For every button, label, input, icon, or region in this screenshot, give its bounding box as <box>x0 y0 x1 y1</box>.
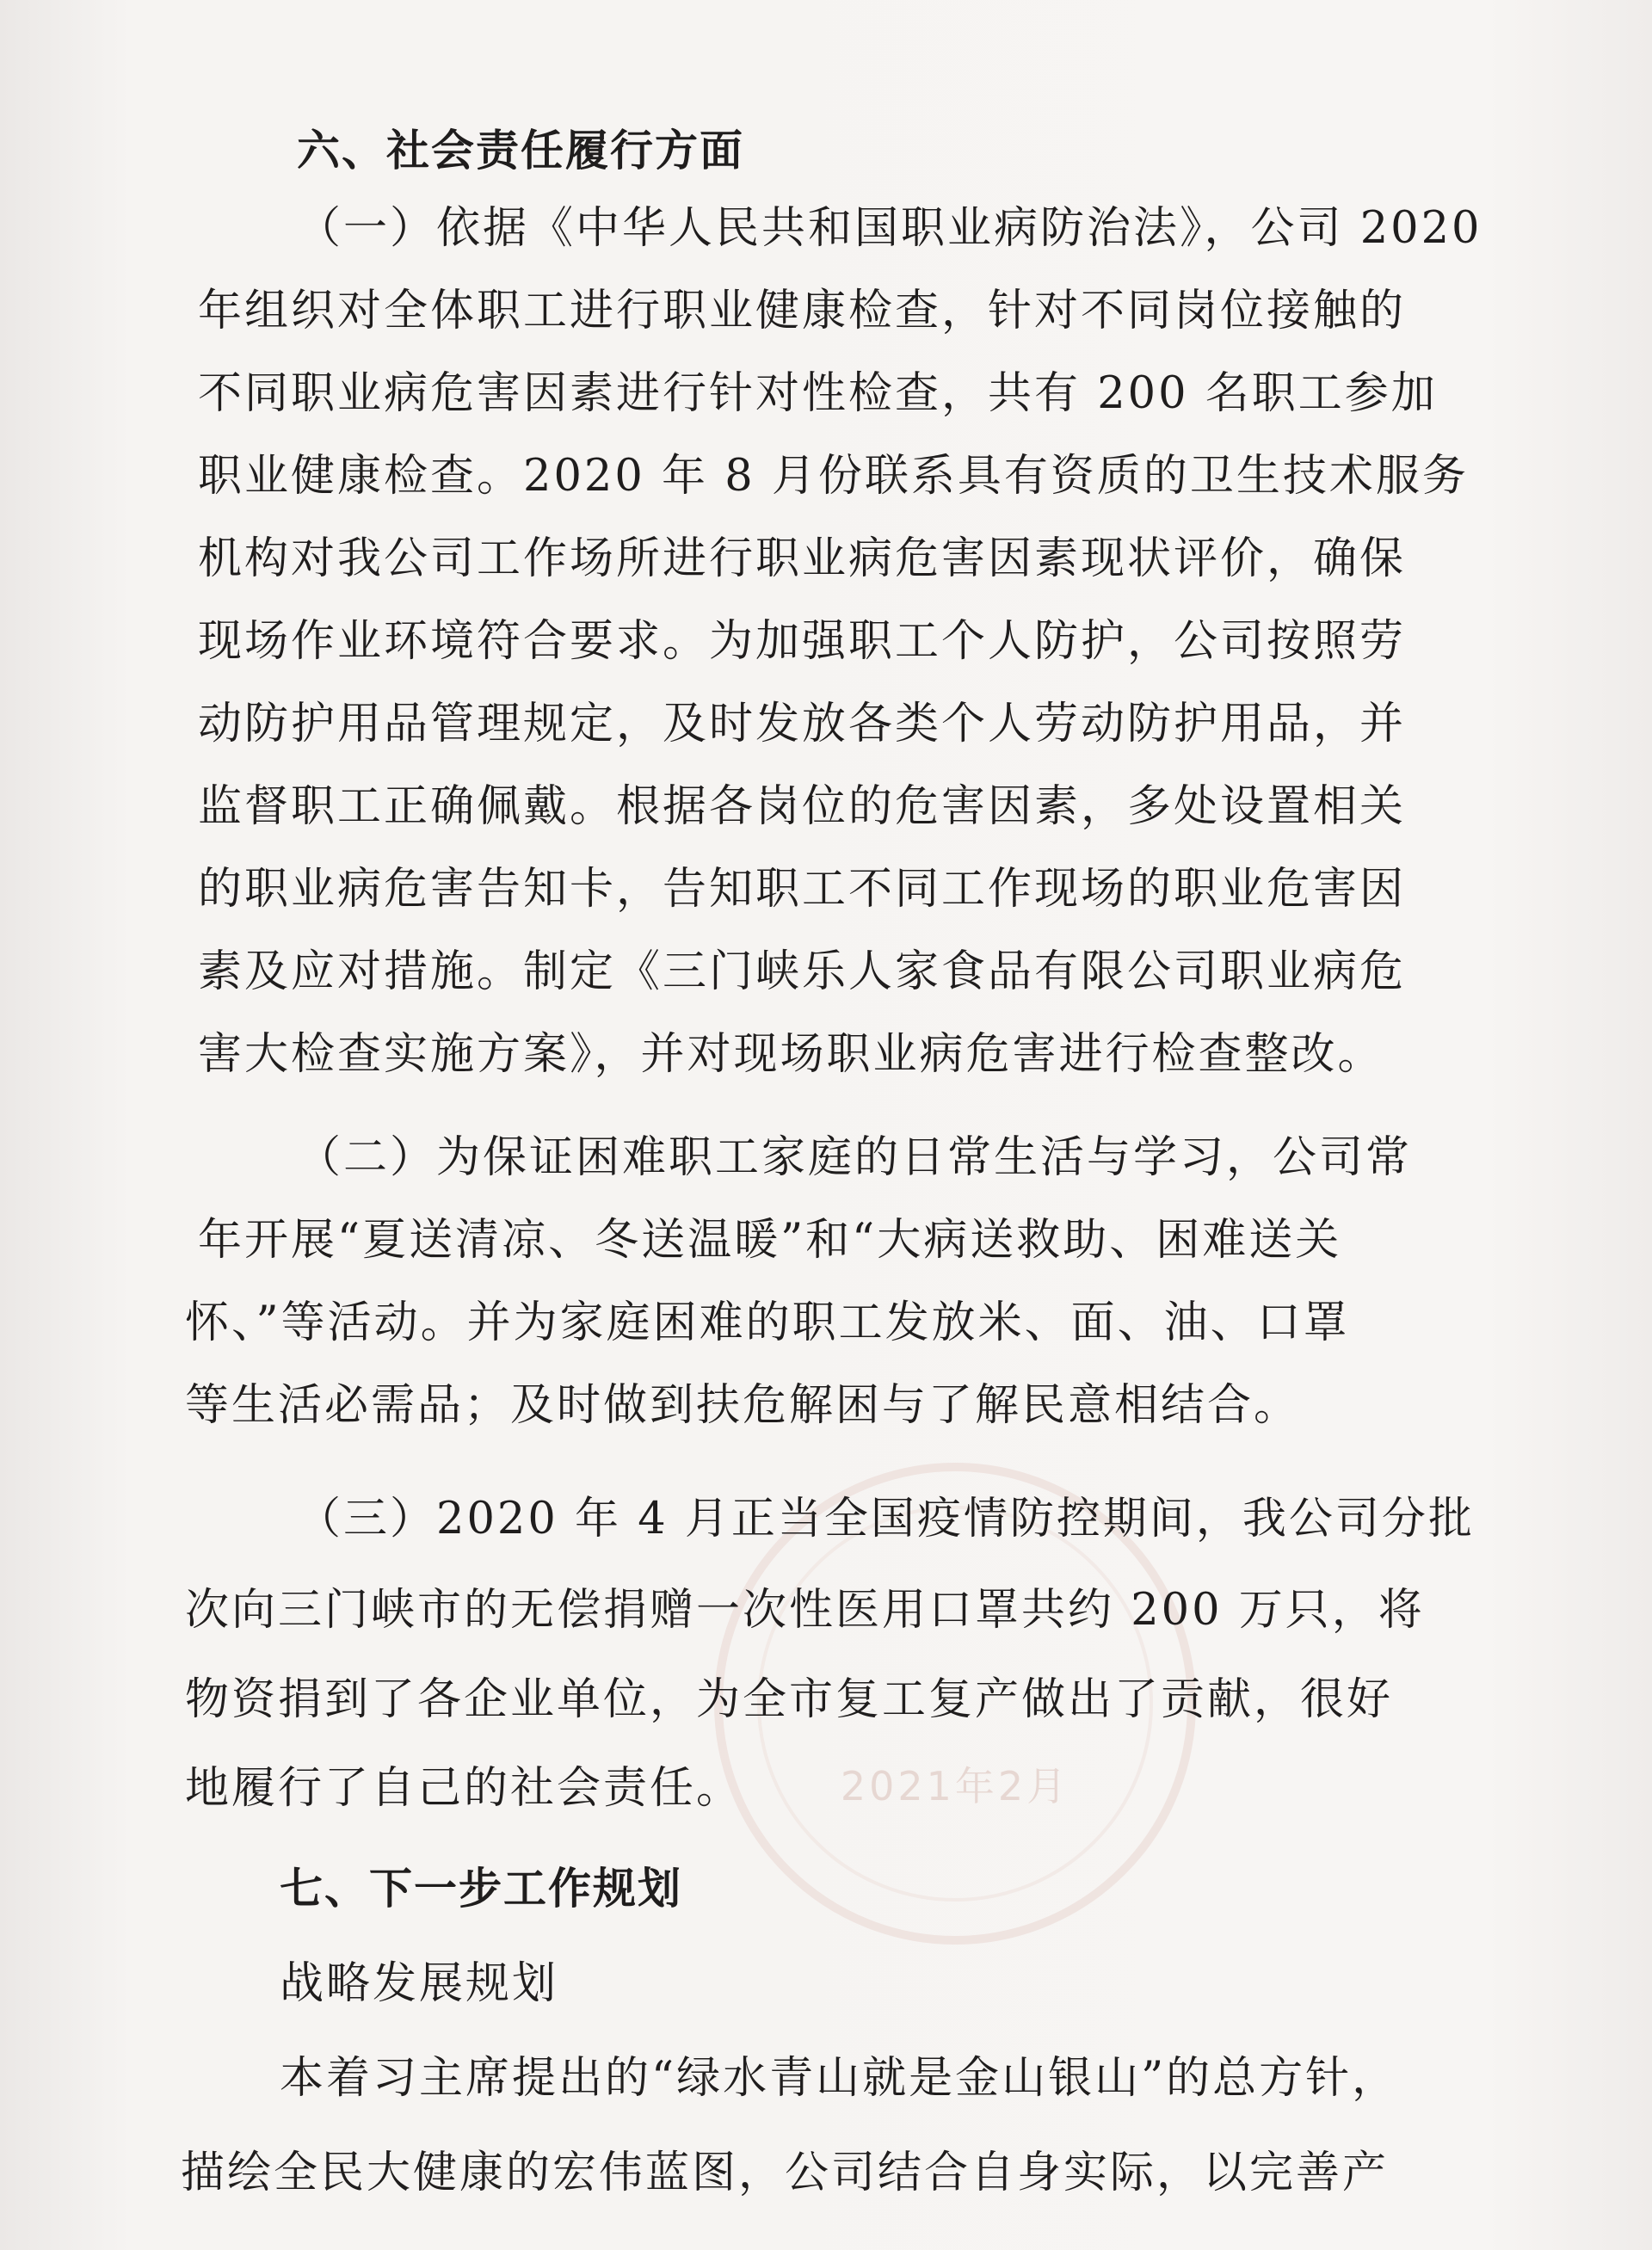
paragraph-line: 描绘全民大健康的宏伟蓝图，公司结合自身实际，以完善产 <box>181 2148 1390 2198</box>
paragraph-line: （三）2020 年 4 月正当全国疫情防控期间，我公司分批 <box>297 1494 1475 1544</box>
section-heading-7: 七、下一步工作规划 <box>280 1864 682 1914</box>
paragraph-line: 监督职工正确佩戴。根据各岗位的危害因素，多处设置相关 <box>198 781 1407 832</box>
paragraph-line: 怀、”等活动。并为家庭困难的职工发放米、面、油、口罩 <box>185 1298 1350 1348</box>
section-heading-6: 六、社会责任履行方面 <box>297 126 744 176</box>
paragraph-line: 害大检查实施方案》，并对现场职业病危害进行检查整改。 <box>198 1029 1384 1080</box>
paragraph-line: 年开展“夏送清凉、冬送温暖”和“大病送救助、困难送关 <box>198 1215 1342 1266</box>
paragraph-line: 素及应对措施。制定《三门峡乐人家食品有限公司职业病危 <box>198 946 1407 997</box>
paragraph-line: 现场作业环境符合要求。为加强职工个人防护，公司按照劳 <box>198 616 1407 667</box>
paragraph-line: （二）为保证困难职工家庭的日常生活与学习，公司常 <box>297 1132 1413 1183</box>
paragraph-line: 动防护用品管理规定，及时发放各类个人劳动防护用品，并 <box>198 699 1407 749</box>
paragraph-line: 地履行了自己的社会责任。 <box>185 1763 743 1814</box>
paragraph-line: 物资捐到了各企业单位，为全市复工复产做出了贡献，很好 <box>185 1674 1394 1725</box>
paragraph-line: 本着习主席提出的“绿水青山就是金山银山”的总方针， <box>280 2053 1399 2104</box>
paragraph-line: 年组织对全体职工进行职业健康检查，针对不同岗位接触的 <box>198 286 1407 336</box>
subheading-strategy: 战略发展规划 <box>280 1958 559 2009</box>
paragraph-line: （一）依据《中华人民共和国职业病防治法》，公司 2020 <box>297 203 1482 254</box>
paragraph-line: 次向三门峡市的无偿捐赠一次性医用口罩共约 200 万只，将 <box>185 1585 1425 1636</box>
seal-date-text: 2021年2月 <box>840 1763 1070 1809</box>
paragraph-line: 机构对我公司工作场所进行职业病危害因素现状评价，确保 <box>198 533 1407 584</box>
paragraph-line: 职业健康检查。2020 年 8 月份联系具有资质的卫生技术服务 <box>198 451 1469 502</box>
paragraph-line: 的职业病危害告知卡，告知职工不同工作现场的职业危害因 <box>198 864 1407 915</box>
paragraph-line: 等生活必需品；及时做到扶危解困与了解民意相结合。 <box>185 1380 1301 1431</box>
paragraph-line: 不同职业病危害因素进行针对性检查，共有 200 名职工参加 <box>198 368 1438 419</box>
